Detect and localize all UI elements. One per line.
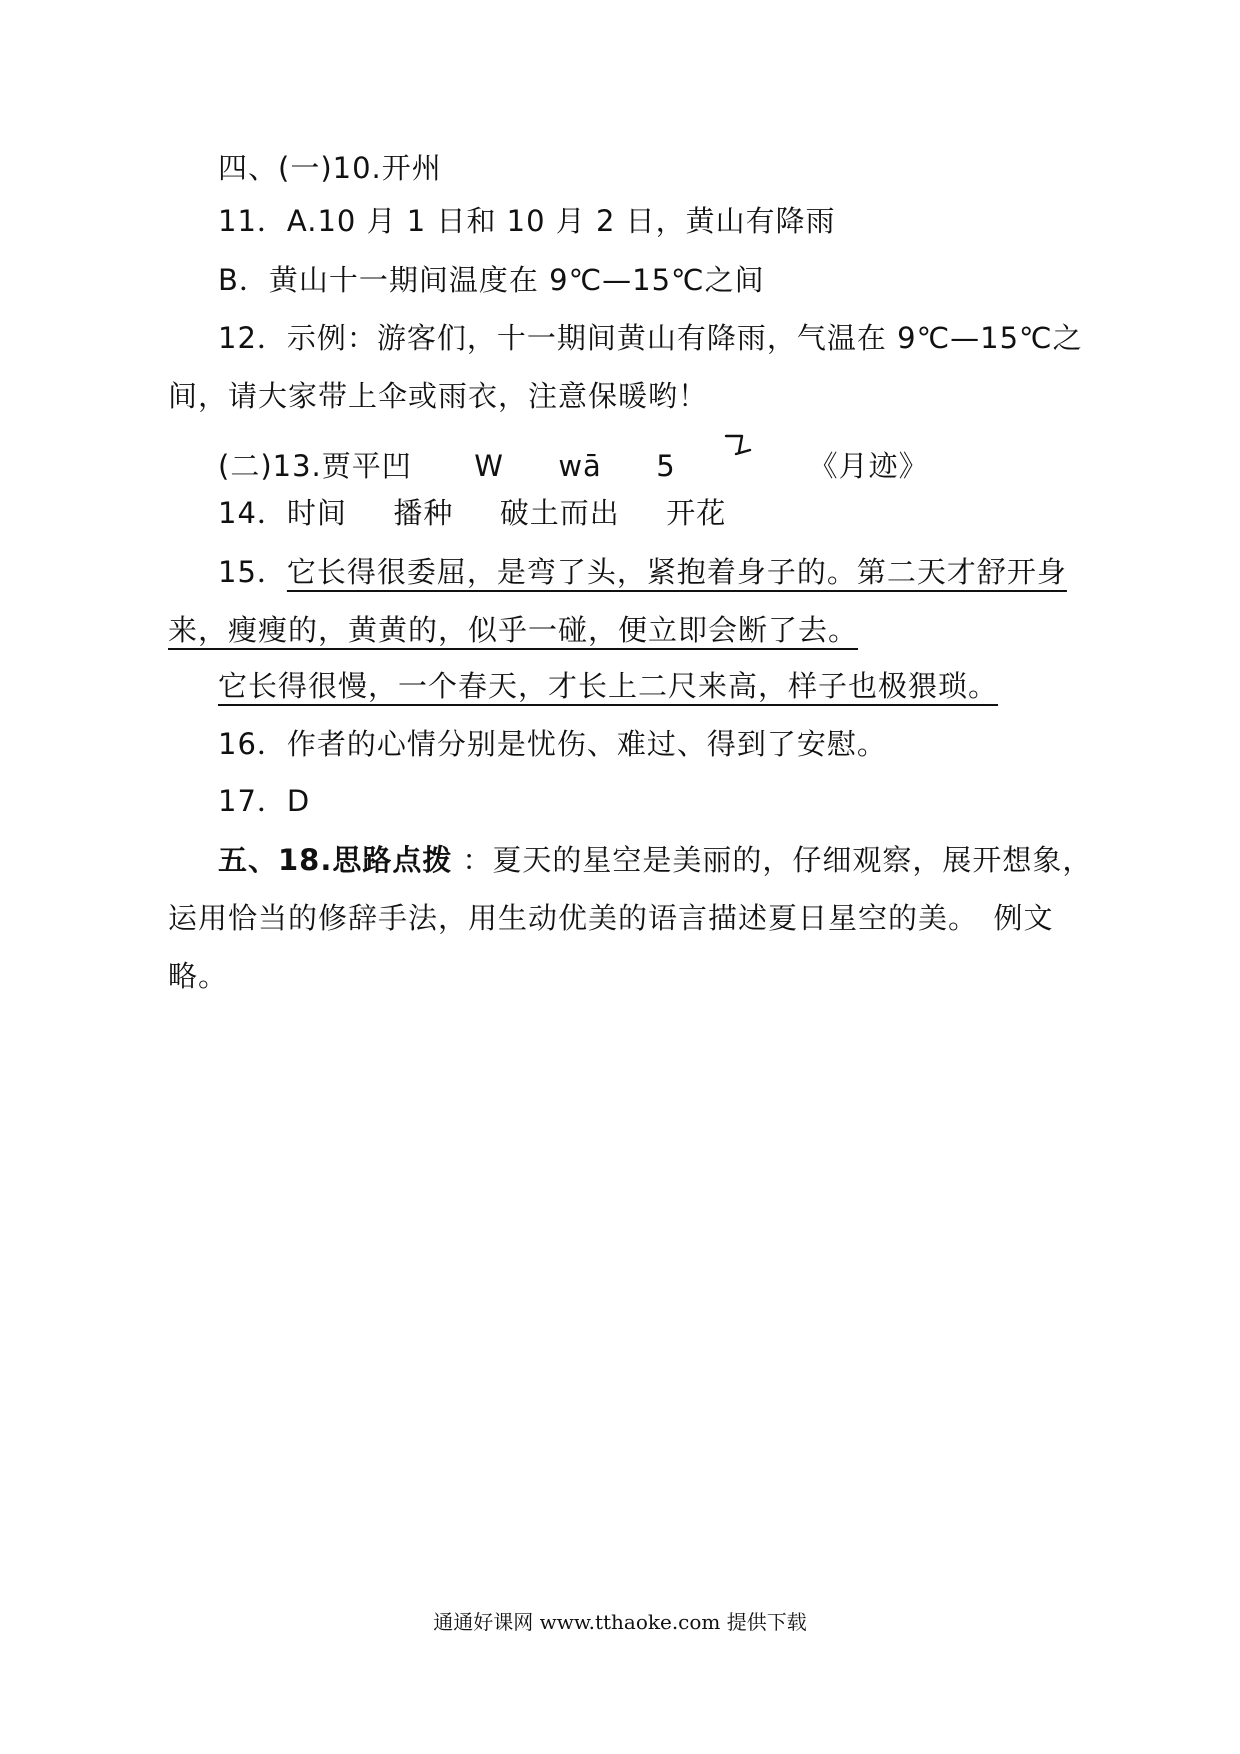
answer-14-item-3: 破土而出 <box>499 496 620 530</box>
section-5-line3 <box>168 956 228 996</box>
answer-17 <box>218 781 310 821</box>
section-5-line2 <box>168 898 1054 938</box>
answer-16 <box>218 724 887 764</box>
answer-14-item-2: 播种 <box>393 496 454 530</box>
answer-14 <box>218 493 726 533</box>
answer-14-item-4: 开花 <box>666 496 727 530</box>
answer-13-pinyin: wā <box>558 449 602 483</box>
answer-15-underlined-1: 它长得很委屈，是弯了头，紧抱着身子的。第二天才舒开身 <box>286 555 1067 589</box>
answer-12-text-2: 间，请大家带上伞或雨衣，注意保暖哟！ <box>168 379 709 413</box>
answer-15-line1 <box>218 552 1067 592</box>
section-5-line1 <box>218 840 1092 880</box>
answer-18-text-1: ：夏天的星空是美丽的，仔细观察，展开想象， <box>462 843 1093 877</box>
answer-10: 四、(一)10.开州 <box>218 151 442 185</box>
answer-18-text-3: 略。 <box>168 959 229 993</box>
footer-text: 通通好课网 www.tthaoke.com 提供下载 <box>433 1610 807 1634</box>
section-4-line <box>218 148 442 188</box>
heng-zhe-stroke-icon <box>722 432 752 462</box>
answer-15-line2 <box>168 610 858 650</box>
answer-12-line2 <box>168 376 708 416</box>
answer-15-number: 15． <box>218 555 287 589</box>
answer-18-text-2: 运用恰当的修辞手法，用生动优美的语言描述夏日星空的美。 例文 <box>168 901 1054 935</box>
answer-17-text: 17．D <box>218 784 311 818</box>
answer-13-letter: W <box>474 449 504 483</box>
answer-11-b <box>218 260 765 300</box>
answer-16-text: 16．作者的心情分别是忧伤、难过、得到了安慰。 <box>218 727 887 761</box>
answer-18-heading: 五、18.思路点拨 <box>218 843 453 877</box>
answer-14-item-1: 14．时间 <box>218 496 347 530</box>
answer-13-author: (二)13.贾平凹 <box>218 449 412 483</box>
answer-15-underlined-3: 它长得很慢，一个春天，才长上二尺来高，样子也极猥琐。 <box>218 669 999 703</box>
answer-11-a <box>218 201 836 241</box>
answer-13-stroke-count: 5 <box>656 449 676 483</box>
answer-15-underlined-2: 来，瘦瘦的，黄黄的，似乎一碰，便立即会断了去。 <box>168 613 859 647</box>
answer-11-a-text: 11．A.10 月 1 日和 10 月 2 日，黄山有降雨 <box>218 204 836 238</box>
answer-11-b-text: B．黄山十一期间温度在 9℃—15℃之间 <box>218 263 765 297</box>
answer-13-title: 《月迹》 <box>808 449 929 483</box>
answer-12-line1 <box>218 318 1083 358</box>
answer-12-text-1: 12．示例：游客们，十一期间黄山有降雨，气温在 9℃—15℃之 <box>218 321 1083 355</box>
answer-15-line3 <box>218 666 998 706</box>
page-footer <box>0 1608 1240 1636</box>
answer-13 <box>218 446 929 486</box>
